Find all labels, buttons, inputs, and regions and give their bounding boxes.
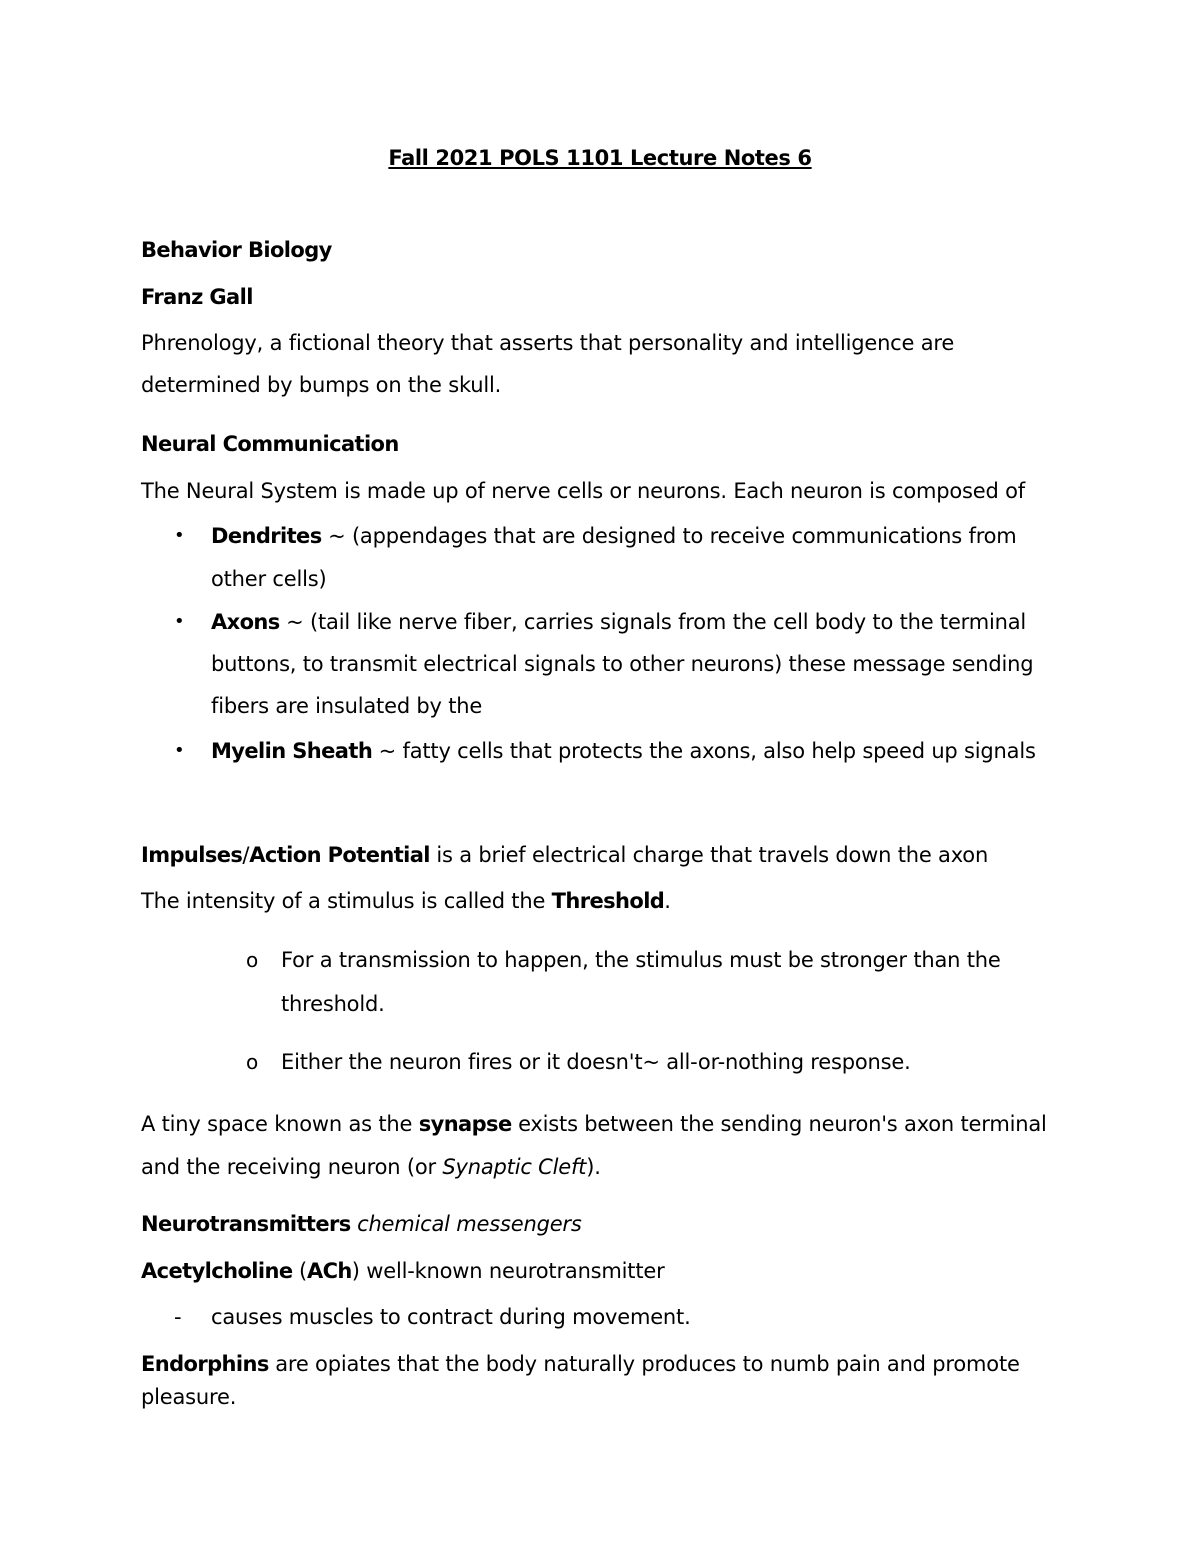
endorphins-line1 (141, 1350, 1020, 1378)
synaptic-cleft-italic: Synaptic Cleft (442, 1155, 587, 1179)
synapse-text-after: exists between the sending neuron's axon terminal (511, 1112, 1047, 1136)
acetylcholine-paren: ( (292, 1259, 307, 1283)
circle-bullet-icon: o (246, 1050, 259, 1074)
bullet-axons-line3: fibers are insulated by the (211, 694, 483, 718)
term-myelin-sheath: Myelin Sheath (211, 739, 373, 763)
term-ach: ACh (306, 1259, 352, 1283)
bullet-icon: • (174, 611, 185, 632)
neurotransmitters-line (141, 1210, 582, 1238)
term-action-potential: Action Potential (249, 843, 430, 867)
acetylcholine-dash-item: causes muscles to contract during movement. (211, 1305, 691, 1329)
term-acetylcholine: Acetylcholine (141, 1259, 293, 1283)
synapse-line2 (141, 1153, 601, 1181)
threshold-line (141, 887, 671, 915)
bullet-axons-line1 (211, 608, 1026, 636)
phrenology-text-line2: determined by bumps on the skull. (141, 373, 502, 397)
bullet-icon: • (174, 740, 185, 761)
sub-bullet-2-line1: Either the neuron fires or it doesn't~ all-or-nothing response. (281, 1050, 911, 1074)
synapse-text-before: A tiny space known as the (141, 1112, 419, 1136)
heading-franz-gall: Franz Gall (141, 285, 253, 309)
bullet-dendrites-line1 (211, 522, 1017, 550)
term-dendrites: Dendrites (211, 524, 322, 548)
term-endorphins: Endorphins (141, 1352, 269, 1376)
bullet-myelin-line1 (211, 737, 1036, 765)
neural-system-text: The Neural System is made up of nerve cells or neurons. Each neuron is composed of (141, 479, 1025, 503)
term-impulses: Impulses (141, 843, 243, 867)
circle-bullet-icon: o (246, 948, 259, 972)
term-neurotransmitters: Neurotransmitters (141, 1212, 351, 1236)
bullet-icon: • (174, 525, 185, 546)
term-threshold: Threshold (551, 889, 665, 913)
myelin-desc: ~ fatty cells that protects the axons, also help speed up signals (372, 739, 1036, 763)
threshold-text-before: The intensity of a stimulus is called the (141, 889, 552, 913)
bullet-axons-line2: buttons, to transmit electrical signals to other neurons) these message sending (211, 652, 1034, 676)
acetylcholine-desc: ) well-known neurotransmitter (351, 1259, 665, 1283)
synapse-line1 (141, 1110, 1047, 1138)
dendrites-desc: ~ (appendages that are designed to receive communications from (321, 524, 1017, 548)
impulses-line (141, 841, 988, 869)
document-title: Fall 2021 POLS 1101 Lecture Notes 6 (388, 146, 812, 170)
synapse-line2-after: ). (586, 1155, 601, 1179)
acetylcholine-line (141, 1257, 665, 1285)
dash-bullet-icon: - (174, 1305, 182, 1329)
sub-bullet-1-line1: For a transmission to happen, the stimulus must be stronger than the (281, 948, 1001, 972)
sub-bullet-1-line2: threshold. (281, 992, 385, 1016)
endorphins-line2: pleasure. (141, 1385, 237, 1409)
heading-neural-communication: Neural Communication (141, 432, 399, 456)
threshold-text-after: . (664, 889, 671, 913)
term-axons: Axons (211, 610, 280, 634)
impulses-slash: / (242, 843, 250, 867)
heading-behavior-biology: Behavior Biology (141, 238, 332, 262)
bullet-dendrites-line2: other cells) (211, 567, 327, 591)
phrenology-text-line1: Phrenology, a fictional theory that asserts that personality and intelligence are (141, 331, 955, 355)
axons-desc: ~ (tail like nerve fiber, carries signals from the cell body to the terminal (279, 610, 1027, 634)
neurotransmitters-desc: chemical messengers (350, 1212, 582, 1236)
term-synapse: synapse (418, 1112, 512, 1136)
synapse-line2-before: and the receiving neuron (or (141, 1155, 443, 1179)
impulses-desc: is a brief electrical charge that travels down the axon (429, 843, 989, 867)
endorphins-desc: are opiates that the body naturally produces to numb pain and promote (268, 1352, 1020, 1376)
